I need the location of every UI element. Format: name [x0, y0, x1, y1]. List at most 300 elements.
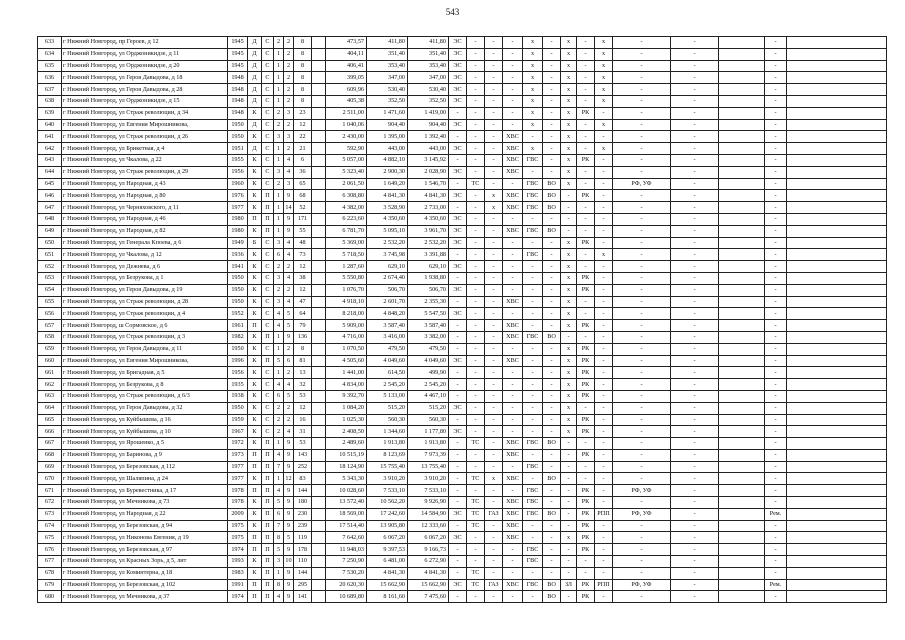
table-cell: 2 532,20 — [367, 237, 408, 249]
table-cell: - — [523, 296, 543, 308]
table-cell: 8 — [294, 95, 312, 107]
table-cell: г Нижний Новгород, ул Народная, д 80 — [62, 190, 228, 202]
table-cell: 3 — [274, 272, 284, 284]
table-cell: 1980 — [228, 213, 248, 225]
table-cell — [719, 84, 765, 96]
table-cell: ВО — [543, 202, 561, 214]
table-cell: - — [561, 190, 577, 202]
table-cell: г Нижний Новгород, ул Никонова Евгения, д 19 — [62, 532, 228, 544]
table-cell: - — [543, 426, 561, 438]
table-cell — [719, 166, 765, 178]
table-cell: - — [671, 426, 719, 438]
table-cell: 2 900,30 — [367, 166, 408, 178]
table-cell: РК — [577, 520, 595, 532]
table-cell: 14 584,90 — [408, 508, 449, 520]
table-cell: - — [561, 508, 577, 520]
table-cell: - — [577, 72, 595, 84]
table-cell — [787, 449, 887, 461]
table-cell: 2 430,00 — [326, 131, 367, 143]
table-cell: 7 475,60 — [408, 591, 449, 603]
table-cell: 1967 — [228, 426, 248, 438]
table-cell: 9 — [284, 461, 294, 473]
table-cell — [719, 225, 765, 237]
table-cell: К — [248, 473, 262, 485]
table-cell: 9 — [284, 544, 294, 556]
table-cell: 1 — [274, 202, 284, 214]
table-cell: 3 745,98 — [367, 249, 408, 261]
table-cell: ВО — [543, 190, 561, 202]
table-cell: 353,40 — [367, 60, 408, 72]
table-cell: - — [449, 320, 467, 332]
table-cell — [787, 131, 887, 143]
table-cell: П — [248, 544, 262, 556]
table-cell: 2 — [274, 107, 284, 119]
table-cell: г Нижний Новгород, ул Баринова, д 9 — [62, 449, 228, 461]
table-cell: 4 — [284, 272, 294, 284]
table-cell: - — [765, 414, 787, 426]
table-cell: - — [613, 367, 671, 379]
table-cell: - — [485, 379, 503, 391]
table-cell: С — [262, 426, 274, 438]
table-cell: П — [262, 449, 274, 461]
table-cell: 68 — [294, 190, 312, 202]
table-cell: х — [523, 48, 543, 60]
table-cell: - — [671, 449, 719, 461]
table-cell: 2 545,20 — [408, 379, 449, 391]
table-cell: 1 — [274, 143, 284, 155]
table-cell: 4 — [274, 449, 284, 461]
table-cell: - — [485, 556, 503, 568]
table-cell: - — [503, 213, 523, 225]
table-cell: П — [262, 579, 274, 591]
table-cell — [719, 520, 765, 532]
table-cell: 7 250,90 — [326, 556, 367, 568]
table-cell: г Нижний Новгород, ул Народная, д 82 — [62, 225, 228, 237]
table-cell: г Нижний Новгород, ул Мечникова, д 73 — [62, 497, 228, 509]
table-cell: 2 733,00 — [408, 202, 449, 214]
table-cell: 5 — [274, 497, 284, 509]
table-cell: 641 — [38, 131, 62, 143]
table-cell: - — [613, 426, 671, 438]
table-cell: - — [577, 296, 595, 308]
table-cell: Д — [248, 84, 262, 96]
table-cell: - — [671, 497, 719, 509]
table-cell: 6 — [274, 390, 284, 402]
table-row — [38, 308, 887, 320]
table-cell — [719, 532, 765, 544]
table-cell: - — [671, 72, 719, 84]
table-cell: 411,80 — [367, 37, 408, 49]
table-cell: - — [449, 202, 467, 214]
table-cell: - — [485, 107, 503, 119]
table-cell: 6 — [274, 249, 284, 261]
table-cell: г Нижний Новгород, ул Безрукова, д 1 — [62, 272, 228, 284]
table-cell: г Нижний Новгород, ул Березовская, д 112 — [62, 461, 228, 473]
table-cell: РК — [577, 485, 595, 497]
table-cell: - — [595, 331, 613, 343]
table-cell: 1950 — [228, 343, 248, 355]
table-cell: - — [543, 48, 561, 60]
table-cell: х — [561, 48, 577, 60]
table-cell: 5 343,30 — [326, 473, 367, 485]
table-cell: 654 — [38, 284, 62, 296]
table-cell: - — [503, 426, 523, 438]
table-cell — [312, 497, 326, 509]
table-cell: 443,00 — [408, 143, 449, 155]
table-cell — [787, 143, 887, 155]
table-cell: 1 076,70 — [326, 284, 367, 296]
table-cell — [719, 331, 765, 343]
table-cell: - — [485, 343, 503, 355]
table-cell: - — [543, 107, 561, 119]
table-cell: - — [561, 485, 577, 497]
table-cell: - — [595, 556, 613, 568]
table-cell: С — [262, 390, 274, 402]
table-cell: г Нижний Новгород, ул Коминтерна, д 18 — [62, 567, 228, 579]
table-row — [38, 343, 887, 355]
table-cell: Рем. — [765, 508, 787, 520]
table-cell: - — [577, 202, 595, 214]
table-cell — [719, 131, 765, 143]
table-cell: 653 — [38, 272, 62, 284]
table-cell: 4 834,00 — [326, 379, 367, 391]
table-cell: - — [671, 37, 719, 49]
table-cell: 1 — [274, 438, 284, 450]
table-cell: - — [523, 166, 543, 178]
table-cell: - — [613, 379, 671, 391]
table-cell: 1 — [274, 213, 284, 225]
table-cell: - — [523, 473, 543, 485]
table-cell: г Нижний Новгород, ул Страж революции, д 4 — [62, 308, 228, 320]
table-cell: 352,50 — [408, 95, 449, 107]
table-cell — [312, 166, 326, 178]
table-cell: - — [577, 308, 595, 320]
table-cell: - — [503, 556, 523, 568]
table-cell: - — [543, 284, 561, 296]
table-cell: - — [485, 237, 503, 249]
table-cell — [787, 320, 887, 332]
table-cell — [787, 497, 887, 509]
table-cell: РК — [577, 107, 595, 119]
table-cell: - — [765, 95, 787, 107]
table-cell: 1948 — [228, 95, 248, 107]
table-cell — [312, 143, 326, 155]
table-cell: 1948 — [228, 84, 248, 96]
table-cell: - — [467, 107, 485, 119]
table-cell: - — [467, 202, 485, 214]
table-cell: 6 — [274, 508, 284, 520]
table-cell: - — [577, 473, 595, 485]
table-cell: 73 — [294, 249, 312, 261]
table-cell — [787, 48, 887, 60]
table-cell — [787, 95, 887, 107]
table-cell: - — [523, 131, 543, 143]
table-cell: - — [595, 237, 613, 249]
table-cell: - — [671, 84, 719, 96]
table-cell: 646 — [38, 190, 62, 202]
table-cell: 1952 — [228, 308, 248, 320]
table-cell: - — [523, 261, 543, 273]
table-cell — [312, 72, 326, 84]
table-cell: 12 — [294, 119, 312, 131]
table-cell: 14 — [284, 202, 294, 214]
table-cell: ГВС — [523, 508, 543, 520]
table-cell: 31 — [294, 426, 312, 438]
table-cell: х — [561, 284, 577, 296]
table-cell — [312, 131, 326, 143]
table-cell: - — [561, 473, 577, 485]
table-cell — [787, 60, 887, 72]
table-cell: 8 — [294, 84, 312, 96]
table-cell: - — [543, 343, 561, 355]
table-cell — [787, 308, 887, 320]
table-cell: г Нижний Новгород, ул Орджоникидзе, д 20 — [62, 60, 228, 72]
table-cell: х — [561, 320, 577, 332]
table-cell: 2 — [284, 48, 294, 60]
table-cell: - — [765, 591, 787, 603]
table-cell: 1 — [274, 60, 284, 72]
table-cell: - — [595, 390, 613, 402]
table-cell: РК — [577, 367, 595, 379]
table-cell: - — [467, 143, 485, 155]
table-cell: РПП — [595, 508, 613, 520]
table-cell: - — [523, 355, 543, 367]
table-cell: ЭС — [449, 532, 467, 544]
table-cell: - — [765, 390, 787, 402]
table-cell: 7 973,39 — [408, 449, 449, 461]
table-cell: - — [613, 461, 671, 473]
table-cell: г Нижний Новгород, ул Народная, д 43 — [62, 178, 228, 190]
table-cell: ГВС — [523, 556, 543, 568]
table-cell: ХВС — [503, 202, 523, 214]
table-cell — [719, 119, 765, 131]
table-cell: 9 — [284, 438, 294, 450]
table-cell: - — [671, 343, 719, 355]
table-cell: 12 333,60 — [408, 520, 449, 532]
table-cell: - — [671, 461, 719, 473]
table-cell: 675 — [38, 532, 62, 544]
table-cell: - — [467, 284, 485, 296]
table-cell: 9 166,73 — [408, 544, 449, 556]
table-cell: 411,80 — [408, 37, 449, 49]
table-cell: С — [262, 343, 274, 355]
table-cell: - — [467, 343, 485, 355]
table-cell: ЭС — [449, 48, 467, 60]
table-cell: 1938 — [228, 390, 248, 402]
table-cell: 2 355,30 — [408, 296, 449, 308]
table-cell: РК — [577, 508, 595, 520]
table-cell: 21 — [294, 143, 312, 155]
table-cell — [312, 154, 326, 166]
table-cell — [312, 355, 326, 367]
table-cell: С — [262, 284, 274, 296]
table-cell: - — [485, 355, 503, 367]
table-cell: - — [613, 402, 671, 414]
table-cell: - — [577, 556, 595, 568]
table-cell: 1 — [274, 225, 284, 237]
table-cell: 2 — [284, 414, 294, 426]
table-cell: - — [613, 473, 671, 485]
table-cell: - — [485, 426, 503, 438]
table-cell — [312, 37, 326, 49]
table-cell: х — [523, 95, 543, 107]
table-cell: 5 — [274, 544, 284, 556]
table-cell: 1976 — [228, 190, 248, 202]
table-cell — [719, 320, 765, 332]
table-row — [38, 414, 887, 426]
table-cell: - — [765, 379, 787, 391]
table-row — [38, 390, 887, 402]
table-cell: - — [671, 95, 719, 107]
table-cell — [312, 60, 326, 72]
table-cell: ВО — [543, 225, 561, 237]
table-cell: К — [248, 414, 262, 426]
table-cell: К — [248, 438, 262, 450]
table-cell: - — [765, 178, 787, 190]
table-cell: - — [449, 331, 467, 343]
table-cell: - — [595, 296, 613, 308]
table-cell: 36 — [294, 166, 312, 178]
table-cell: 3 961,70 — [408, 225, 449, 237]
table-cell: 2 — [274, 37, 284, 49]
table-cell — [312, 414, 326, 426]
table-body — [38, 37, 887, 603]
table-cell: - — [671, 119, 719, 131]
table-cell: 2 545,20 — [367, 379, 408, 391]
table-cell: ГВС — [523, 579, 543, 591]
table-cell: - — [595, 544, 613, 556]
table-cell: - — [467, 37, 485, 49]
table-cell: - — [543, 143, 561, 155]
table-row — [38, 497, 887, 509]
table-cell: - — [449, 544, 467, 556]
table-cell — [312, 508, 326, 520]
table-cell: - — [523, 532, 543, 544]
table-cell: - — [543, 296, 561, 308]
table-cell: 2 — [284, 367, 294, 379]
table-cell: - — [467, 556, 485, 568]
table-cell: - — [449, 556, 467, 568]
table-cell: 637 — [38, 84, 62, 96]
table-cell: х — [595, 95, 613, 107]
table-cell — [719, 343, 765, 355]
table-cell: - — [485, 402, 503, 414]
table-cell: - — [523, 379, 543, 391]
table-cell: - — [595, 414, 613, 426]
table-cell: г Нижний Новгород, ул Черняховского, д 11 — [62, 202, 228, 214]
table-cell: х — [595, 37, 613, 49]
table-cell — [787, 343, 887, 355]
table-cell: - — [543, 367, 561, 379]
table-cell: - — [467, 272, 485, 284]
table-cell: П — [262, 331, 274, 343]
table-cell: - — [523, 591, 543, 603]
table-cell: - — [485, 367, 503, 379]
table-cell: - — [485, 497, 503, 509]
table-cell: - — [467, 72, 485, 84]
table-cell — [312, 591, 326, 603]
table-cell: РК — [577, 237, 595, 249]
table-cell: - — [613, 261, 671, 273]
table-cell — [719, 379, 765, 391]
table-cell: - — [671, 131, 719, 143]
table-cell: ВО — [543, 331, 561, 343]
table-cell — [312, 320, 326, 332]
table-cell: - — [467, 166, 485, 178]
table-cell: 1959 — [228, 414, 248, 426]
table-cell: - — [577, 143, 595, 155]
table-cell: 2 — [284, 119, 294, 131]
table-cell: - — [671, 355, 719, 367]
table-row — [38, 190, 887, 202]
table-cell: ЭС — [449, 237, 467, 249]
table-row — [38, 367, 887, 379]
table-cell: - — [577, 60, 595, 72]
table-cell: 13 905,80 — [367, 520, 408, 532]
table-cell: - — [613, 131, 671, 143]
table-cell: г Нижний Новгород, ш Сормовское, д 6 — [62, 320, 228, 332]
table-cell — [312, 532, 326, 544]
table-cell: - — [543, 119, 561, 131]
table-cell: 658 — [38, 331, 62, 343]
table-cell: 1945 — [228, 48, 248, 60]
table-cell: 1956 — [228, 367, 248, 379]
table-cell: Д — [248, 143, 262, 155]
table-cell: - — [543, 449, 561, 461]
table-cell: ЭС — [449, 60, 467, 72]
table-cell: - — [561, 331, 577, 343]
table-cell: С — [262, 308, 274, 320]
table-cell: - — [613, 84, 671, 96]
table-cell: 18 124,90 — [326, 461, 367, 473]
table-cell — [719, 284, 765, 296]
table-cell: ГАЗ — [485, 508, 503, 520]
table-cell: 1975 — [228, 532, 248, 544]
table-cell — [787, 438, 887, 450]
table-cell: ЭС — [449, 119, 467, 131]
table-cell — [719, 367, 765, 379]
table-cell: х — [561, 154, 577, 166]
table-cell: 515,20 — [408, 402, 449, 414]
table-cell: 3 587,40 — [408, 320, 449, 332]
table-cell: 141 — [294, 591, 312, 603]
table-cell: 4 — [274, 485, 284, 497]
table-cell: - — [467, 308, 485, 320]
table-cell — [787, 166, 887, 178]
table-cell: 2 674,40 — [367, 272, 408, 284]
table-cell: - — [613, 591, 671, 603]
table-cell: 347,00 — [367, 72, 408, 84]
table-cell: С — [262, 320, 274, 332]
table-cell: - — [613, 202, 671, 214]
table-cell: 9 — [284, 225, 294, 237]
table-cell: 180 — [294, 497, 312, 509]
table-cell: - — [765, 473, 787, 485]
table-cell: 668 — [38, 449, 62, 461]
table-cell: К — [248, 355, 262, 367]
table-cell: К — [248, 107, 262, 119]
table-cell: 4 049,60 — [408, 355, 449, 367]
table-cell: 2 — [284, 60, 294, 72]
table-cell: 20 620,30 — [326, 579, 367, 591]
table-cell: - — [671, 178, 719, 190]
table-cell: - — [485, 154, 503, 166]
table-cell: 1 177,80 — [408, 426, 449, 438]
table-cell: х — [561, 355, 577, 367]
table-cell — [719, 261, 765, 273]
table-cell: Д — [248, 37, 262, 49]
table-cell: 655 — [38, 296, 62, 308]
